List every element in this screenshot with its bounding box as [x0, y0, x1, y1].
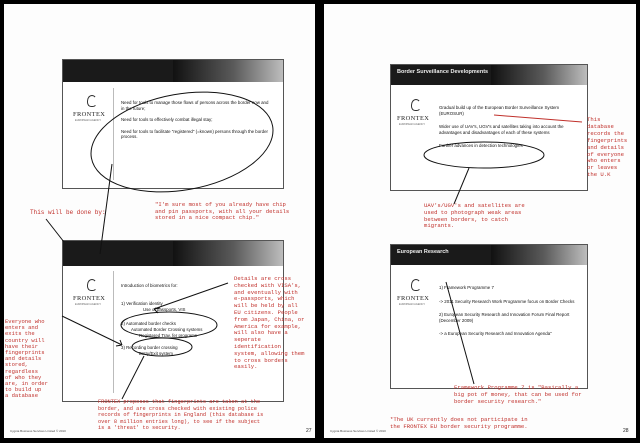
bullet-illegal-stay: Need for tools to effectively combat illegal stay;	[121, 117, 213, 123]
biometrics-intro: Introduction of biometrics for:	[121, 283, 178, 288]
slide-title: Border Surveillance Developments	[397, 69, 489, 75]
ink-arrow-database	[494, 115, 582, 122]
note-done-by: This will be done by:	[30, 209, 106, 216]
ink-arrow-everyone	[62, 316, 122, 345]
item-recording-sub: Entry/Exit system	[139, 351, 173, 356]
logo-tagline: EUROPEAN AGENCY	[75, 303, 102, 306]
para-uav: Wider use of UAV's, UGV's and satellites taking into account the advantages and disadvantages of each of these systems	[439, 124, 564, 135]
note-frontex-fingerprints: FRONTEX proposes that fingerprints are taken at the border, and are cross checked with existing police records of fingerprints in England (this database is over 8 million entries long), to see if the subject is a 'threat' to security.	[98, 399, 264, 431]
note-framework-programme: Framework Programme 7 is "Basically a big pot of money, that can be used for border security research."	[454, 384, 582, 405]
frontex-logo: FRONTEX	[73, 295, 106, 302]
ink-arrow-visa	[154, 283, 228, 309]
page-footer: Cygnia Business Services Limited © 2010	[330, 429, 386, 433]
item-automated-checks: 2) Automated border checks	[121, 321, 176, 326]
ink-circle-automated	[121, 312, 217, 338]
page-number: 28	[623, 428, 629, 434]
item-automated-sub2: Registered Trav. fer programs	[139, 333, 197, 338]
para-detection: Further advances in detection technologies	[439, 143, 523, 149]
logo-tagline: EUROPEAN AGENCY	[399, 303, 426, 306]
right-document-page	[324, 4, 636, 438]
ink-arrow-frontex	[122, 356, 144, 399]
handwritten-ink	[4, 4, 315, 438]
page-footer: Cygnia Business Services Limited © 2010	[10, 429, 66, 433]
item-verification-sub: Use of passports, VIS	[143, 307, 186, 312]
slide-title: European Research	[397, 249, 449, 255]
ink-arrow-down	[100, 164, 112, 254]
note-database-records: This database records the fingerprints and details of everyone who enters or leaves the U.K	[587, 116, 628, 179]
frontex-logo: FRONTEX	[73, 111, 106, 118]
handwritten-ink	[324, 4, 636, 438]
frontex-logo: FRONTEX	[397, 115, 430, 122]
item-recording: 3) Recording border crossing	[121, 345, 178, 350]
ink-circle-uav	[424, 142, 544, 168]
bullet-registered-persons: Need for tools to facilitate "registered" (=known) persons through the border process.	[121, 128, 268, 140]
left-document-page	[4, 4, 315, 438]
logo-tagline: EUROPEAN AGENCY	[75, 119, 102, 122]
ink-circle-bullets	[83, 79, 281, 205]
bullet-manage-flows: Need for tools to manage those flows of persons across the border now and in the future;	[121, 100, 269, 111]
logo-tagline: EUROPEAN AGENCY	[399, 123, 426, 126]
note-passports: "I'm sure most of you already have chip and pin passports, with all your details stored in a nice compact chip."	[155, 201, 290, 222]
ink-circle-recording	[132, 338, 192, 356]
ink-arrow-framework	[446, 282, 474, 384]
para-2011: -> 2011 Security Research Work Programme focus on Border Checks	[439, 298, 575, 304]
page-number: 27	[306, 428, 312, 434]
note-uav-satellites: UAV's/UGV's and satellites are used to photograph weak areas between borders, to catch migrants.	[424, 202, 525, 230]
item-verification: 1) Verification identity	[121, 301, 163, 306]
para-fp7: 1) Framework Programme 7	[439, 285, 494, 290]
note-details-crosscheck: Details are cross checked with VISA's, and eventually with e-passports, which will be held by all EU citizens. People from Japan, China, or America for example, will also have a seperate identification system, allowing them to cross borders easily.	[234, 275, 305, 371]
item-automated-sub1: Automated Border Crossing systems	[131, 327, 203, 332]
note-everyone-stored: Everyone who enters and exits the country will have their fingerprints and details stored, regardless of who they are, in order to build up a database	[5, 318, 48, 400]
para-agenda: -> a European Security Research and Innovation Agenda"	[439, 331, 552, 337]
para-forum: 2) European Security Research and Innovation Forum Final Report (December 2009)	[439, 312, 570, 323]
frontex-logo: FRONTEX	[397, 295, 430, 302]
ink-arrow-uav	[454, 168, 469, 204]
para-eurosur: Gradual build up of the European Border Surveillance System (EUROSUR)	[439, 105, 560, 116]
note-uk-participation: *The UK currently does not participate in the FRONTEX EU border security programme.	[390, 416, 528, 430]
